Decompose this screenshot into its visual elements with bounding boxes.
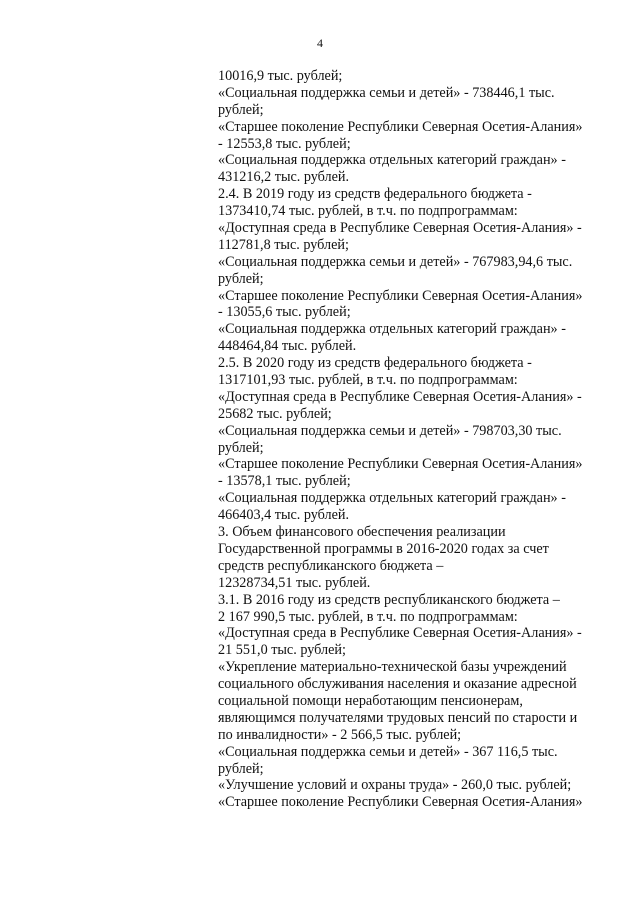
text-line: социального обслуживания населения и оказание адресной [218,676,577,693]
text-line: «Укрепление материально-технической базы учреждений [218,659,567,676]
document-body [218,68,614,811]
text-line: являющимся получателями трудовых пенсий по старости и [218,709,578,726]
text-line: средств республиканского бюджета – [218,557,444,574]
text-line: 10016,9 тыс. рублей; [218,68,343,84]
text-line: 3.1. В 2016 году из средств республиканского бюджета – [218,591,560,608]
text-line: рублей; [218,270,264,287]
text-line: - 13578,1 тыс. рублей; [218,473,351,490]
text-line: «Социальная поддержка отдельных категорий граждан» - [218,321,566,338]
text-line: «Социальная поддержка семьи и детей» - 798703,30 тыс. [218,422,562,439]
text-line: «Доступная среда в Республике Северная Осетия-Алания» - [218,220,582,237]
text-line: 112781,8 тыс. рублей; [218,236,349,253]
text-line: рублей; [218,101,264,118]
text-line: рублей; [218,439,264,456]
text-line: 1317101,93 тыс. рублей, в т.ч. по подпрограммам: [218,372,518,389]
text-line: «Социальная поддержка отдельных категорий граждан» - [218,490,566,507]
text-line: «Старшее поколение Республики Северная Осетия-Алания» [218,287,583,304]
text-line: 25682 тыс. рублей; [218,405,332,422]
text-line: 21 551,0 тыс. рублей; [218,642,346,659]
text-line: «Социальная поддержка семьи и детей» - 367 116,5 тыс. [218,743,558,760]
text-line: 2 167 990,5 тыс. рублей, в т.ч. по подпрограммам: [218,608,518,625]
page-number: 4 [317,36,323,50]
text-line: «Улучшение условий и охраны труда» - 260,0 тыс. рублей; [218,777,572,794]
text-line: «Социальная поддержка семьи и детей» - 767983,94,6 тыс. [218,253,573,270]
text-line: «Старшее поколение Республики Северная Осетия-Алания» [218,794,583,811]
text-line: «Старшее поколение Республики Северная Осетия-Алания» [218,456,583,473]
text-line: - 13055,6 тыс. рублей; [218,304,351,321]
text-line: «Доступная среда в Республике Северная Осетия-Алания» - [218,388,582,405]
text-line: 2.4. В 2019 году из средств федерального бюджета - [218,186,532,203]
text-line: «Старшее поколение Республики Северная Осетия-Алания» [218,118,583,135]
text-line: Государственной программы в 2016-2020 годах за счет [218,540,549,557]
text-line: «Социальная поддержка семьи и детей» - 738446,1 тыс. [218,84,555,101]
text-line: 12328734,51 тыс. рублей. [218,574,371,591]
text-line: 431216,2 тыс. рублей. [218,169,350,186]
text-line: - 12553,8 тыс. рублей; [218,135,351,152]
text-line: по инвалидности» - 2 566,5 тыс. рублей; [218,726,462,743]
text-line: социальной помощи неработающим пенсионерам, [218,692,523,709]
text-line: 466403,4 тыс. рублей. [218,507,350,524]
text-line: рублей; [218,760,264,777]
text-line: «Социальная поддержка отдельных категорий граждан» - [218,152,566,169]
text-line: 448464,84 тыс. рублей. [218,338,357,355]
text-line: 1373410,74 тыс. рублей, в т.ч. по подпрограммам: [218,203,518,220]
text-line: «Доступная среда в Республике Северная Осетия-Алания» - [218,625,582,642]
text-line: 2.5. В 2020 году из средств федерального бюджета - [218,355,532,372]
text-line: 3. Объем финансового обеспечения реализации [218,524,506,541]
